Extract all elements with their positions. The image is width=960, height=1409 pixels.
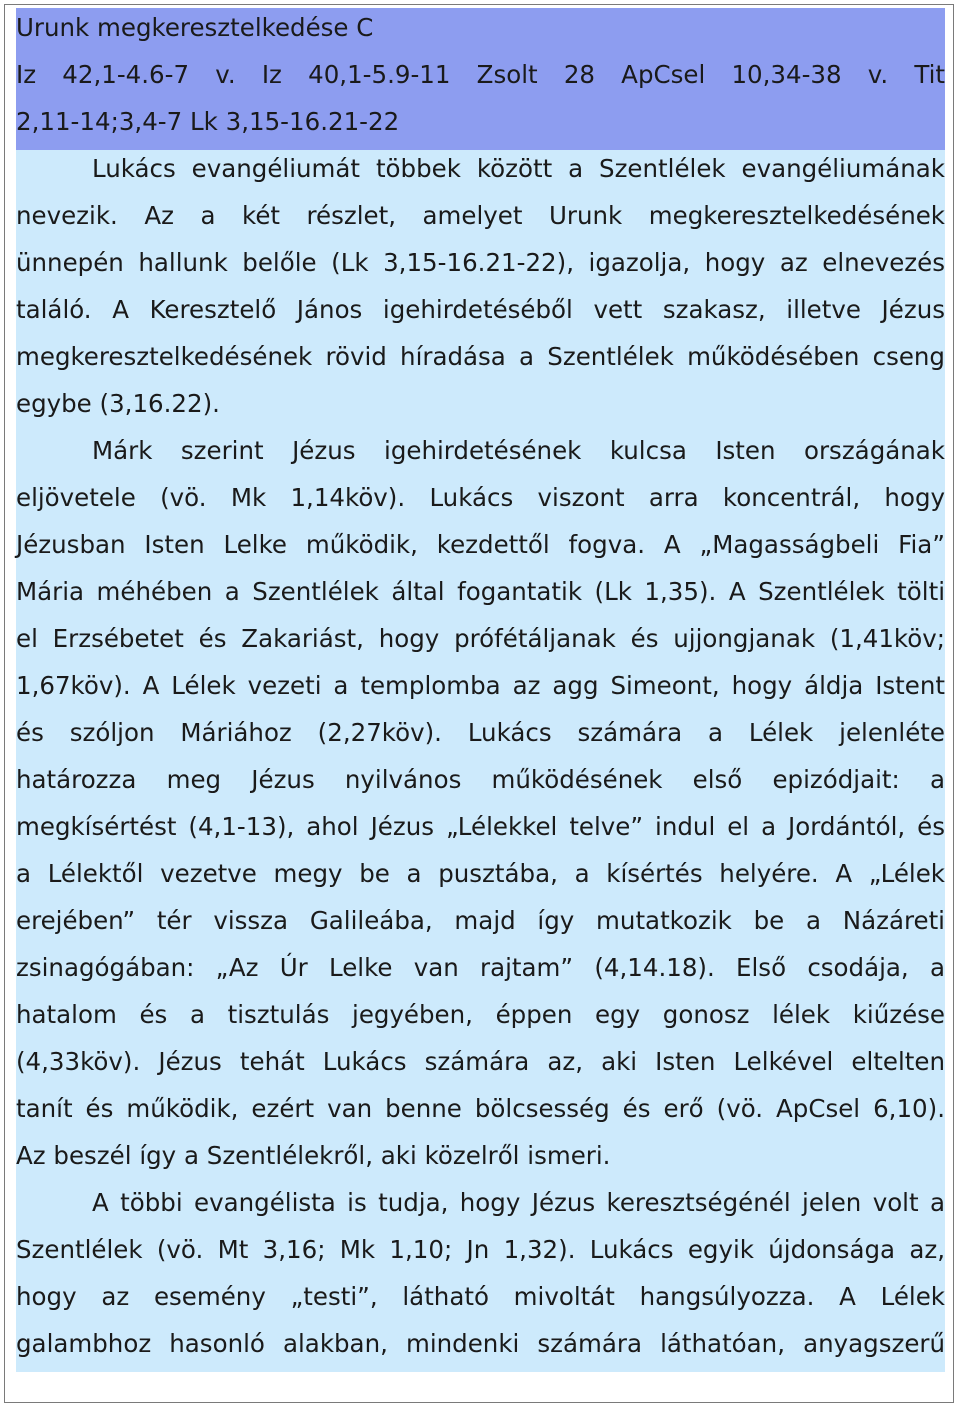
paragraph-1-line-3: ünnepén hallunk belőle (Lk 3,15-16.21-22), igazolja, hogy az elnevezés	[16, 248, 945, 277]
paragraph-2-line-14: (4,33köv). Jézus tehát Lukács számára az, aki Isten Lelkével eltelten	[16, 1047, 945, 1076]
paragraph-1-line-5: megkeresztelkedésének rövid híradása a Szentlélek működésében cseng	[16, 342, 945, 371]
paragraph-2-line-15: tanít és működik, ezért van benne bölcsesség és erő (vö. ApCsel 6,10).	[16, 1094, 945, 1123]
readings-line-1: Iz 42,1-4.6-7 v. Iz 40,1-5.9-11 Zsolt 28 ApCsel 10,34-38 v. Tit	[16, 60, 945, 89]
paragraph-3-line-4: galambhoz hasonló alakban, mindenki számára láthatóan, anyagszerű	[16, 1329, 945, 1358]
paragraph-2-line-7: és szóljon Máriához (2,27köv). Lukács számára a Lélek jelenléte	[16, 718, 945, 747]
paragraph-1-line-6: egybe (3,16.22).	[16, 389, 220, 418]
paragraph-2-line-1: Márk szerint Jézus igehirdetésének kulcsa Isten országának	[92, 436, 945, 465]
paragraph-1-line-2: nevezik. Az a két részlet, amelyet Urunk megkeresztelkedésének	[16, 201, 945, 230]
paragraph-2-line-5: el Erzsébetet és Zakariást, hogy prófétáljanak és ujjongjanak (1,41köv;	[16, 624, 945, 653]
paragraph-2-line-2: eljövetele (vö. Mk 1,14köv). Lukács viszont arra koncentrál, hogy	[16, 483, 945, 512]
paragraph-2-line-11: erejében” tér vissza Galileába, majd így mutatkozik be a Názáreti	[16, 906, 945, 935]
paragraph-1-line-1: Lukács evangéliumát többek között a Szentlélek evangéliumának	[92, 154, 945, 183]
paragraph-2-line-13: hatalom és a tisztulás jegyében, éppen egy gonosz lélek kiűzése	[16, 1000, 945, 1029]
paragraph-3-line-2: Szentlélek (vö. Mt 3,16; Mk 1,10; Jn 1,32). Lukács egyik újdonsága az,	[16, 1235, 945, 1264]
paragraph-3-line-3: hogy az esemény „testi”, látható mivoltát hangsúlyozza. A Lélek	[16, 1282, 945, 1311]
paragraph-3-line-1: A többi evangélista is tudja, hogy Jézus keresztségénél jelen volt a	[92, 1188, 945, 1217]
document-title: Urunk megkeresztelkedése C	[16, 13, 374, 42]
paragraph-2-line-3: Jézusban Isten Lelke működik, kezdettől fogva. A „Magasságbeli Fia”	[16, 530, 945, 559]
paragraph-1-line-4: találó. A Keresztelő János igehirdetéséből vett szakasz, illetve Jézus	[16, 295, 945, 324]
paragraph-2-line-10: a Lélektől vezetve megy be a pusztába, a kísértés helyére. A „Lélek	[16, 859, 945, 888]
paragraph-2-line-8: határozza meg Jézus nyilvános működésének első epizódjait: a	[16, 765, 945, 794]
paragraph-2-line-6: 1,67köv). A Lélek vezeti a templomba az agg Simeont, hogy áldja Istent	[16, 671, 945, 700]
paragraph-2-line-9: megkísértést (4,1-13), ahol Jézus „Lélekkel telve” indul el a Jordántól, és	[16, 812, 945, 841]
paragraph-2-line-4: Mária méhében a Szentlélek által fogantatik (Lk 1,35). A Szentlélek tölti	[16, 577, 945, 606]
paragraph-2-line-16: Az beszél így a Szentlélekről, aki közelről ismeri.	[16, 1141, 611, 1170]
readings-line-2: 2,11-14;3,4-7 Lk 3,15-16.21-22	[16, 107, 400, 136]
paragraph-2-line-12: zsinagógában: „Az Úr Lelke van rajtam” (4,14.18). Első csodája, a	[16, 953, 945, 982]
